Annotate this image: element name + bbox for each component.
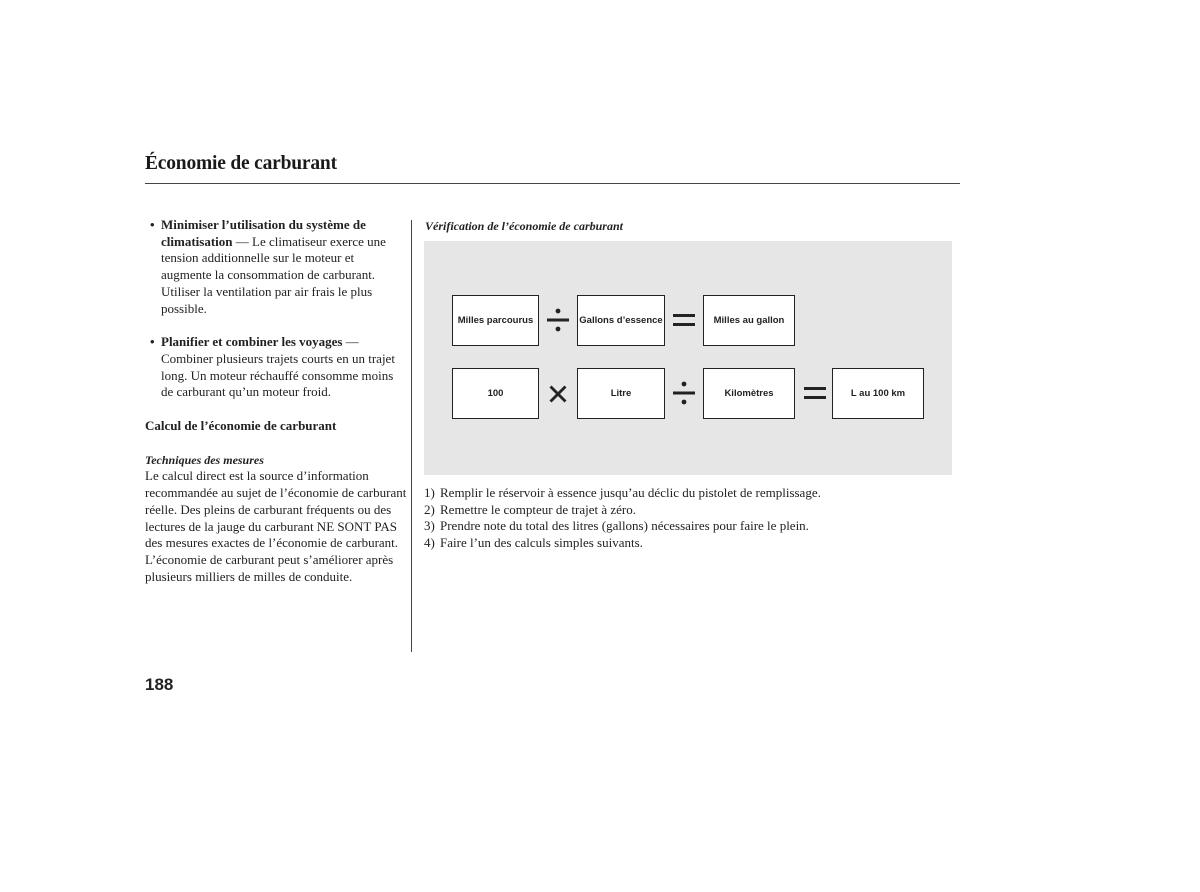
step-number: 1) bbox=[424, 485, 435, 500]
gallons-box bbox=[577, 295, 665, 346]
bullet-title: Planifier et combiner les voyages bbox=[161, 334, 343, 350]
list-item bbox=[424, 518, 964, 535]
divide-icon bbox=[672, 380, 696, 406]
divide-icon bbox=[546, 307, 570, 333]
body-paragraph: Le calcul direct est la source d’information recommandée au sujet de l’économie de carburant réelle. Des pleins de carburant fréquents ou des lectures de la jauge du carburant NE SONT PAS des mesures exactes de l’économie de carburant. L’économie de carburant peut s’améliorer après plusieurs milliers de milles de conduite. bbox=[145, 468, 407, 584]
box-label: Kilomètres bbox=[724, 388, 774, 399]
list-item bbox=[424, 535, 964, 552]
page-number: 188 bbox=[145, 675, 174, 694]
bullet-icon: • bbox=[150, 217, 155, 232]
left-column bbox=[145, 217, 407, 585]
miles-per-gallon-box bbox=[703, 295, 795, 346]
step-number: 3) bbox=[424, 518, 435, 534]
bullet-item bbox=[145, 334, 407, 401]
list-item bbox=[424, 502, 964, 519]
litre-box bbox=[577, 368, 665, 419]
step-number: 2) bbox=[424, 501, 435, 517]
equals-icon bbox=[673, 313, 695, 327]
step-text: Faire l’un des calculs simples suivants. bbox=[440, 535, 643, 551]
bullet-text: — Combiner plusieurs trajets courts en un trajet long. Un moteur réchauffé consomme moins de carburant qu’un moteur froid. bbox=[161, 334, 395, 400]
section-heading: Calcul de l’économie de carburant bbox=[145, 418, 337, 434]
box-label: L au 100 km bbox=[850, 388, 906, 399]
hundred-box bbox=[452, 368, 539, 419]
step-text: Prendre note du total des litres (gallons) nécessaires pour faire le plein. bbox=[440, 518, 809, 534]
subheading: Techniques des mesures bbox=[145, 452, 264, 467]
list-item bbox=[424, 485, 964, 502]
figure-caption: Vérification de l’économie de carburant bbox=[425, 219, 623, 233]
step-text: Remplir le réservoir à essence jusqu’au déclic du pistolet de remplissage. bbox=[440, 485, 821, 500]
bullet-title: Minimiser l’utilisation du système de climatisation bbox=[161, 217, 366, 249]
box-label: Milles parcourus bbox=[457, 315, 534, 326]
bullet-item bbox=[145, 217, 407, 317]
litres-per-100km-box bbox=[832, 368, 924, 419]
title-divider bbox=[145, 183, 960, 184]
box-label: Gallons d’essence bbox=[579, 315, 663, 326]
column-divider bbox=[411, 220, 412, 652]
equals-icon bbox=[804, 386, 826, 400]
multiply-icon bbox=[549, 385, 567, 403]
page-title: Économie de carburant bbox=[145, 153, 337, 174]
box-label: Litre bbox=[610, 388, 632, 399]
miles-traveled-box bbox=[452, 295, 539, 346]
calculation-figure bbox=[424, 241, 952, 475]
box-label: Milles au gallon bbox=[713, 315, 785, 326]
box-label: 100 bbox=[487, 388, 504, 399]
step-text: Remettre le compteur de trajet à zéro. bbox=[440, 501, 636, 517]
bullet-icon: • bbox=[150, 334, 155, 350]
bullet-text: — Le climatiseur exerce une tension additionnelle sur le moteur et augmente la consommation de carburant. Utiliser la ventilation par air frais le plus possible. bbox=[161, 233, 386, 316]
kilometres-box bbox=[703, 368, 795, 419]
step-number: 4) bbox=[424, 535, 435, 551]
steps-list bbox=[424, 485, 964, 552]
